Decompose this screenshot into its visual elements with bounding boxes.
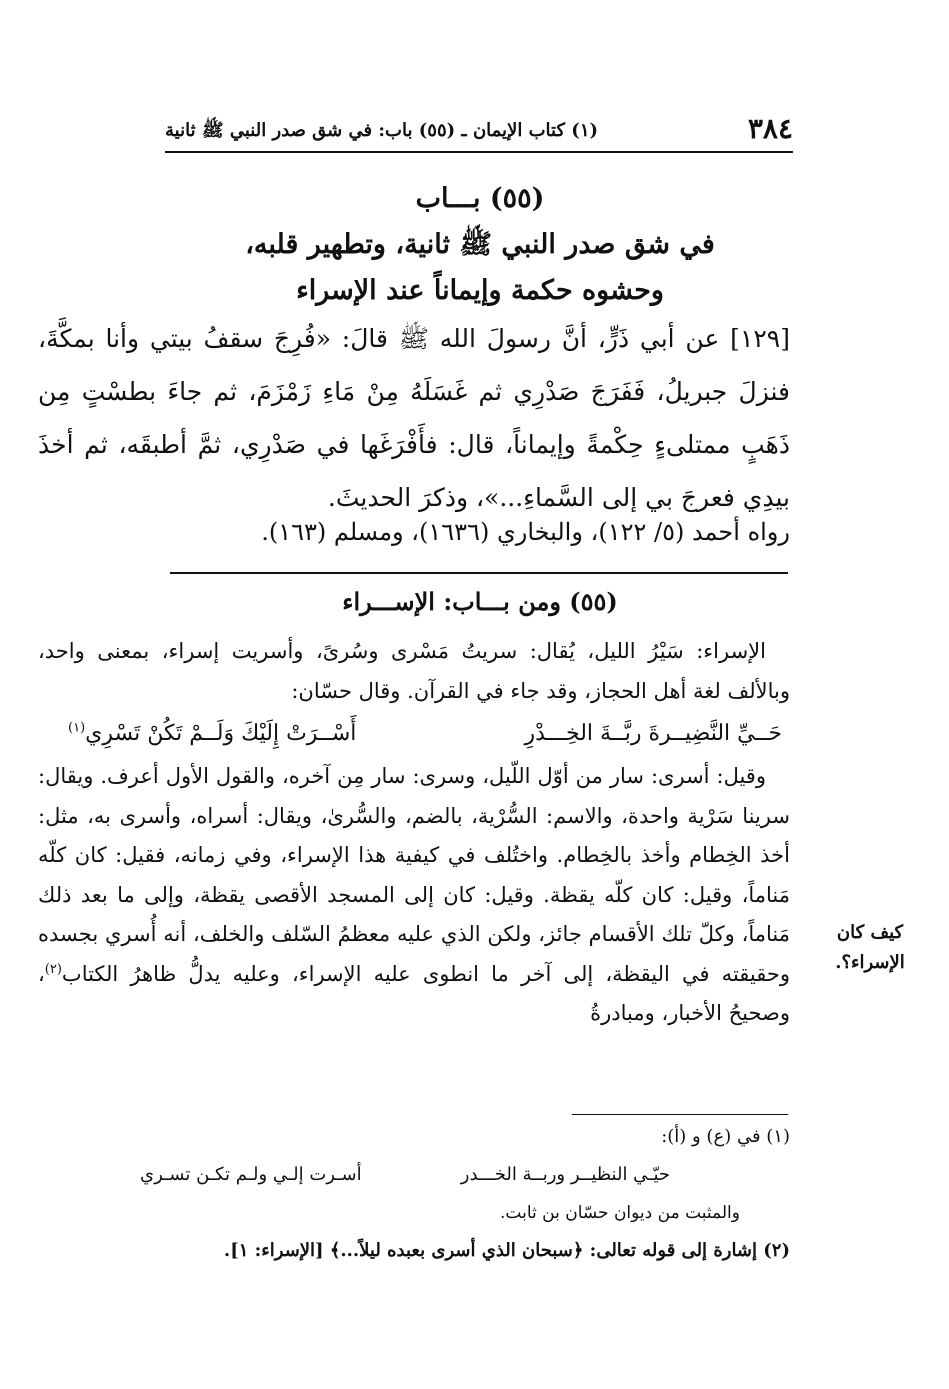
commentary-title: (٥٥) ومن بـــاب: الإســـراء xyxy=(342,587,618,616)
commentary-paragraph-1: الإسراء: سَيْرُ الليل، يُقال: سريتُ مَسْرى وسُرىً، وأسريت إسراء، بمعنى واحد، وبالألف لغة أهل الحجاز، وقد جاء في القرآن. وقال حسّان: xyxy=(38,639,790,703)
page-header xyxy=(165,112,793,152)
hadith-body: عن أبي ذَرٍّ، أنَّ رسولَ الله ﷺ قالَ: «فُرِجَ سقفُ بيتي وأنا بمكَّةَ، فنزلَ جبريلُ، فَفَرَجَ صَدْرِي ثم غَسَلَهُ مِنْ مَاءِ زَمْزَمَ، ثم جاءَ بطسْتٍ مِن ذَهَبٍ ممتلىءٍ حِكْمةً وإيماناً، قال: فأَفْرَغَها في صَدْرِي، ثمَّ أطبقَه، ثم أخذَ بيدِي فعرجَ بي إلى السَّماءِ...»، وذكرَ الحديثَ. xyxy=(38,324,790,512)
footnote-1-source: والمثبت من ديوان حسّان بن ثابت. xyxy=(499,1203,740,1223)
chapter-number: (٥٥) بـــاب xyxy=(415,183,545,214)
header-rule xyxy=(165,151,793,153)
hadith-source: رواه أحمد (٥/ ١٢٢)، والبخاري (١٦٣٦)، ومسلم (١٦٣). xyxy=(261,518,790,546)
commentary-paragraph-2-text: وقيل: أسرى: سار من أوّل اللّيل، وسرى: سار مِن آخره، والقول الأول أعرف. ويقال: سرينا سَرْية واحدة، والاسم: السُّرْية، بالضم، والسُّرىٰ، ويقال: أسراه، وأسرى به، مثل: أخذ الخِطام وأخذ بالخِطام. واختُلف في كيفية هذا الإسراء، وفي زمانه، فقيل: كان كلّه مَناماً، وقيل: كان كلّه يقظة. وقيل: كان إلى المسجد الأقصى يقظة، وإلى ما بعد ذلك مَناماً، وكلّ تلك الأقسام جائز، ولكن الذي عليه معظمُ السّلف والخلف، أنه أُسري بجسده وحقيقته في اليقظة، إلى آخر ما انطوى عليه الإسراء، وعليه يدلُّ ظاهرُ الكتاب xyxy=(38,764,790,986)
footnote-1-verse-1: حيّـي النظيــر وربــة الخـــدر xyxy=(460,1164,670,1185)
page-number: ٣٨٤ xyxy=(747,112,793,145)
hadith-number: [١٢٩] xyxy=(730,324,790,353)
running-title: (١) كتاب الإيمان ـ (٥٥) باب: في شق صدر النبي ﷺ ثانية xyxy=(165,120,599,141)
poem-hemistich-2-text: أَسْــرَتْ إِلَيْكَ وَلَــمْ تَكُنْ تَسْرِي xyxy=(85,721,357,746)
margin-note xyxy=(828,918,912,978)
poem-hemistich-2 xyxy=(68,711,356,757)
footnote-1: (١) في (ع) و (أ): xyxy=(661,1126,790,1147)
footnote-rule xyxy=(572,1114,788,1115)
margin-note-line-1: كيف كان xyxy=(836,922,904,943)
commentary-body xyxy=(38,632,790,1034)
commentary-paragraph-2-end: ، وصحيحُ الأخبار، ومبادرةُ xyxy=(38,961,790,1025)
margin-note-line-2: الإسراء؟. xyxy=(835,952,905,973)
commentary-paragraph-2 xyxy=(38,757,790,1034)
footnote-ref-1: (١) xyxy=(68,720,86,736)
chapter-title-line-2: وحشوه حكمة وإيماناً عند الإسراء xyxy=(296,275,664,306)
footnote-1-verse-2: أسـرت إلـي ولـم تكـن تسـري xyxy=(140,1164,362,1185)
chapter-heading xyxy=(170,176,790,314)
section-divider xyxy=(170,572,788,574)
poem-verse xyxy=(38,711,790,757)
footnote-ref-2: (٢) xyxy=(44,961,62,977)
chapter-title-line-1: في شق صدر النبي ﷺ ثانية، وتطهير قلبه، xyxy=(245,229,715,260)
hadith-text xyxy=(38,312,790,524)
footnote-2: (٢) إشارة إلى قوله تعالى: ﴿سبحان الذي أسرى بعبده ليلاً...﴾ [الإسراء: ١]. xyxy=(223,1240,790,1261)
poem-hemistich-1: حَــيِّ النَّضِيــرةَ ربَّــةَ الخِـــدْرِ xyxy=(524,721,782,746)
